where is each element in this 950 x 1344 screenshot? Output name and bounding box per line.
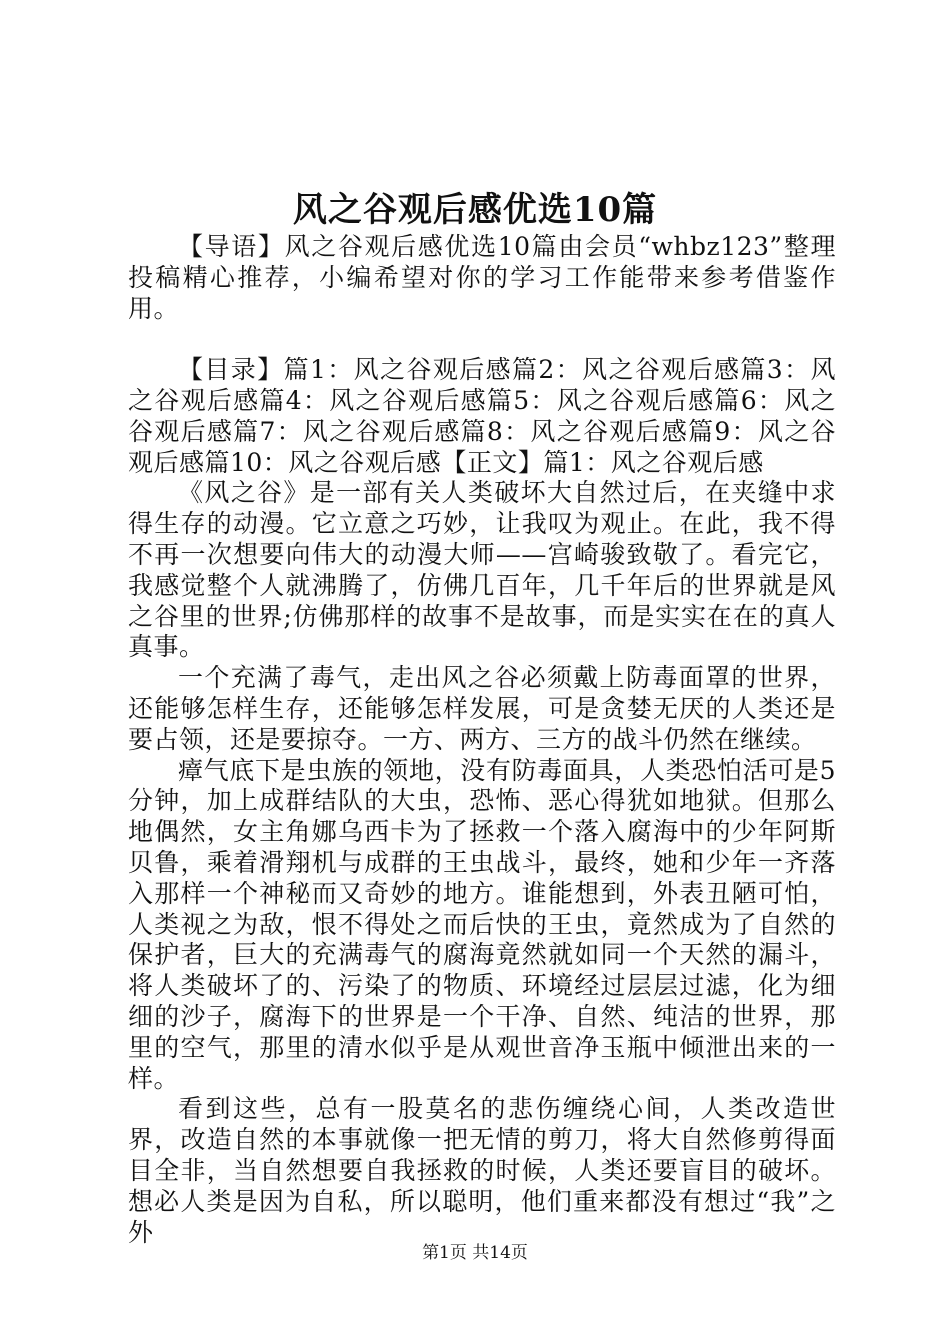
- intro-paragraph: 【导语】风之谷观后感优选10篇由会员“whbz123”整理投稿精心推荐，小编希望对你的学习工作能带来参考借鉴作用。: [128, 232, 836, 323]
- body-paragraph: 《风之谷》是一部有关人类破坏大自然过后，在夹缝中求得生存的动漫。它立意之巧妙，让我叹为观止。在此，我不得不再一次想要向伟大的动漫大师——宫崎骏致敬了。看完它，我感觉整个人就沸腾了，仿佛几百年，几千年后的世界就是风之谷里的世界;仿佛那样的故事不是故事，而是实实在在的真人真事。: [128, 478, 836, 662]
- body-paragraph: 看到这些，总有一股莫名的悲伤缠绕心间，人类改造世界，改造自然的本事就像一把无情的剪刀，将大自然修剪得面目全非，当自然想要自我拯救的时候，人类还要盲目的破坏。想必人类是因为自私，所以聪明，他们重来都没有想过“我”之外: [128, 1094, 836, 1247]
- page-title: 风之谷观后感优选10篇: [292, 190, 658, 230]
- paragraph-spacer: [128, 324, 836, 355]
- document-body: [128, 232, 836, 1248]
- body-paragraph: 一个充满了毒气，走出风之谷必须戴上防毒面罩的世界，还能够怎样生存，还能够怎样发展，可是贪婪无厌的人类还是要占领，还是要掠夺。一方、两方、三方的战斗仍然在继续。: [128, 663, 836, 754]
- contents-paragraph: 【目录】篇1：风之谷观后感篇2：风之谷观后感篇3：风之谷观后感篇4：风之谷观后感篇5：风之谷观后感篇6：风之谷观后感篇7：风之谷观后感篇8：风之谷观后感篇9：风之谷观后感篇10：风之谷观后感【正文】篇1：风之谷观后感: [128, 355, 836, 477]
- body-paragraph: 瘴气底下是虫族的领地，没有防毒面具，人类恐怕活可是5分钟，加上成群结队的大虫，恐怖、恶心得犹如地狱。但那么地偶然，女主角娜乌西卡为了拯救一个落入腐海中的少年阿斯贝鲁，乘着滑翔机与成群的王虫战斗，最终，她和少年一齐落入那样一个神秘而又奇妙的地方。谁能想到，外表丑陋可怕，人类视之为敌，恨不得处之而后快的王虫，竟然成为了自然的保护者，巨大的充满毒气的腐海竟然就如同一个天然的漏斗，将人类破坏了的、污染了的物质、环境经过层层过滤，化为细细的沙子，腐海下的世界是一个干净、自然、纯洁的世界，那里的空气，那里的清水似乎是从观世音净玉瓶中倾泄出来的一样。: [128, 755, 836, 1093]
- page-number: 第1页 共14页: [422, 1243, 528, 1263]
